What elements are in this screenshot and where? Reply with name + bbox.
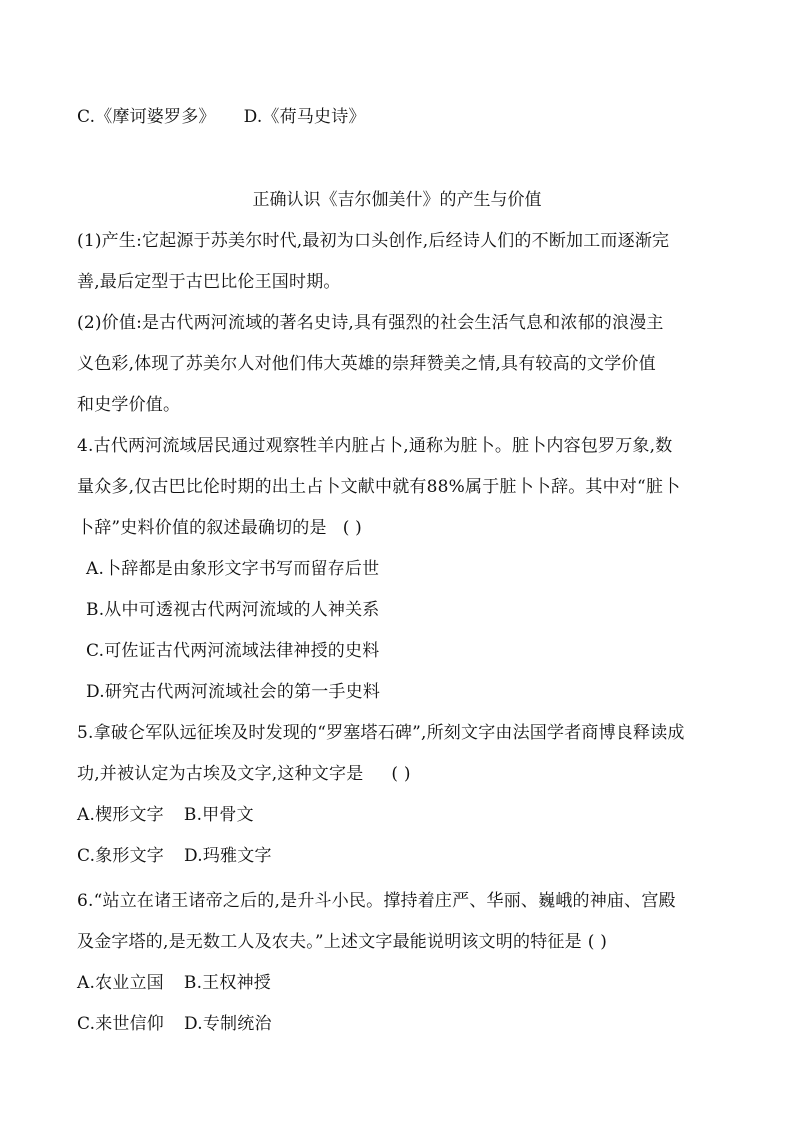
note-value-line-2: 义色彩,体现了苏美尔人对他们伟大英雄的崇拜赞美之情,具有较高的文学价值 — [77, 354, 656, 374]
q5-option-d[interactable]: D.玛雅文字 — [184, 846, 272, 866]
q4-stem-text: 卜辞”史料价值的叙述最确切的是 — [77, 518, 327, 538]
q5-answer-paren[interactable]: ( ) — [391, 764, 411, 784]
q4-option-a[interactable]: A.卜辞都是由象形文字书写而留存后世 — [86, 559, 380, 579]
q4-option-c[interactable]: C.可佐证古代两河流域法律神授的史料 — [86, 641, 380, 661]
q6-stem-line-1: 6.“站立在诸王诸帝之后的,是升斗小民。撑持着庄严、华丽、巍峨的神庙、宫殿 — [77, 891, 676, 911]
q4-option-d[interactable]: D.研究古代两河流域社会的第一手史料 — [86, 682, 381, 702]
q6-option-b[interactable]: B.王权神授 — [183, 973, 271, 993]
q5-options-row-2 — [77, 844, 272, 868]
q4-answer-paren[interactable]: ( ) — [342, 518, 362, 538]
note-origin-line-2: 善,最后定型于古巴比伦王国时期。 — [77, 272, 341, 292]
note-value-line-3: 和史学价值。 — [77, 395, 181, 415]
q6-option-d[interactable]: D.专制统治 — [184, 1014, 272, 1034]
q6-stem-text: 及金字塔的,是无数工人及农夫。”上述文字最能说明该文明的特征是 — [77, 932, 582, 952]
q5-option-a[interactable]: A.楔形文字 — [77, 805, 164, 825]
q4-option-b[interactable]: B.从中可透视古代两河流域的人神关系 — [86, 600, 380, 620]
q3-options-row — [77, 105, 366, 129]
q4-stem-line-2: 量众多,仅古巴比伦时期的出土占卜文献中就有88%属于脏卜卜辞。其中对“脏卜 — [77, 477, 681, 497]
q3-option-c[interactable]: C.《摩诃婆罗多》 — [77, 107, 216, 127]
q6-options-row-1 — [77, 971, 271, 995]
q5-stem-text: 功,并被认定为古埃及文字,这种文字是 — [77, 764, 364, 784]
note-title: 正确认识《吉尔伽美什》的产生与价值 — [252, 190, 542, 210]
note-value-line-1: (2)价值:是古代两河流域的著名史诗,具有强烈的社会生活气息和浓郁的浪漫主 — [77, 313, 664, 333]
q6-stem-line-2 — [77, 930, 607, 954]
note-origin-line-1: (1)产生:它起源于苏美尔时代,最初为口头创作,后经诗人们的不断加工而逐渐完 — [77, 231, 670, 251]
q6-option-c[interactable]: C.来世信仰 — [77, 1014, 165, 1034]
q5-stem-line-1: 5.拿破仑军队远征埃及时发现的“罗塞塔石碑”,所刻文字由法国学者商博良释读成 — [77, 723, 685, 743]
q4-stem-line-3 — [77, 516, 362, 540]
q3-option-d[interactable]: D.《荷马史诗》 — [243, 107, 366, 127]
q5-option-c[interactable]: C.象形文字 — [77, 846, 165, 866]
q5-options-row-1 — [77, 803, 254, 827]
q6-options-row-2 — [77, 1012, 272, 1036]
q6-answer-paren[interactable]: ( ) — [587, 932, 608, 952]
q5-option-b[interactable]: B.甲骨文 — [183, 805, 254, 825]
q6-option-a[interactable]: A.农业立国 — [77, 973, 164, 993]
q4-stem-line-1: 4.古代两河流域居民通过观察牲羊内脏占卜,通称为脏卜。脏卜内容包罗万象,数 — [77, 436, 673, 456]
q5-stem-line-2 — [77, 762, 411, 786]
